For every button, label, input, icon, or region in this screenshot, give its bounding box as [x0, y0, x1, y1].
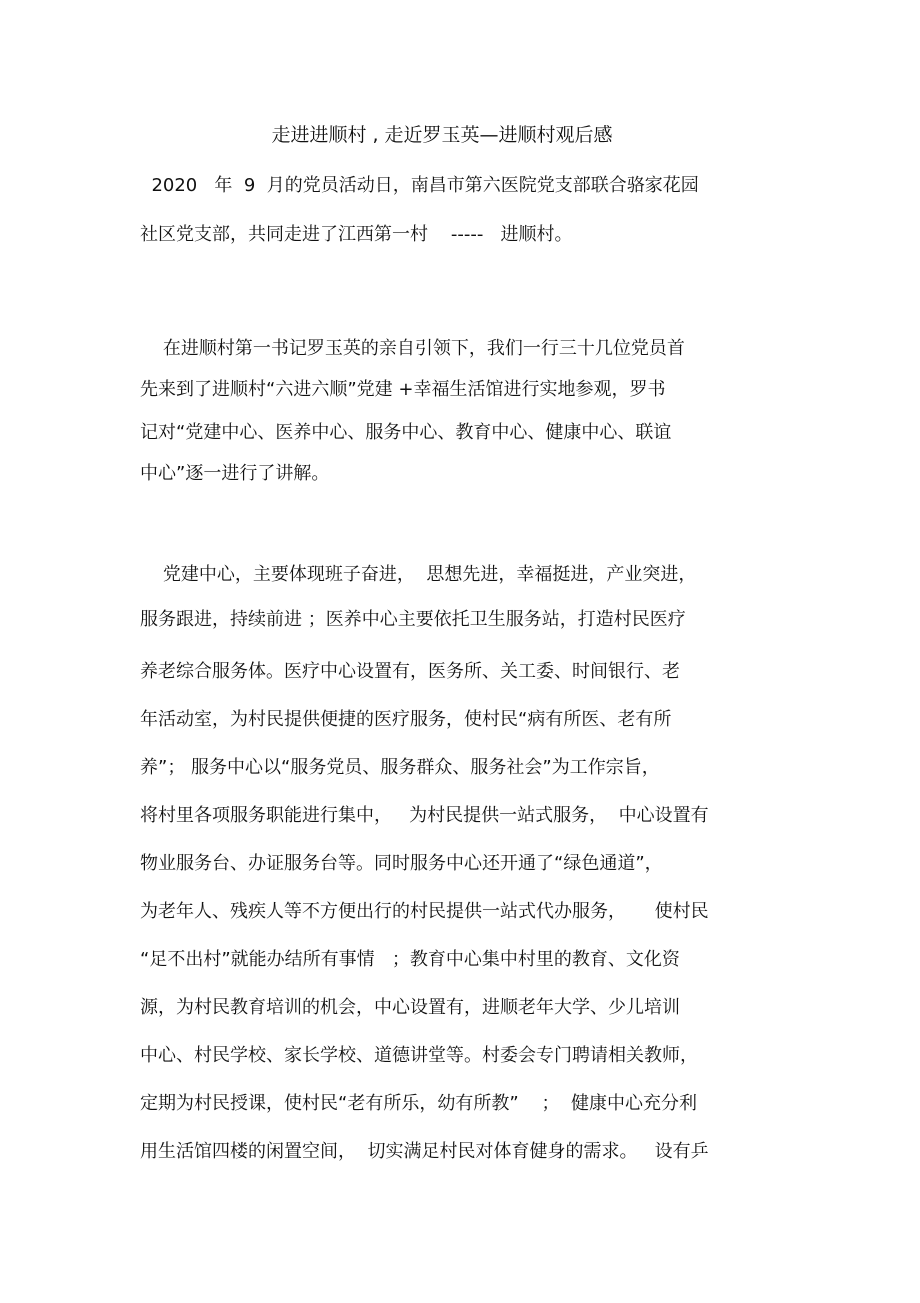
paragraph-2-line-2: 先来到了进顺村“六进六顺”党建 +幸福生活馆进行实地参观，罗书: [140, 379, 666, 400]
paragraph-3-line-13: 用生活馆四楼的闲置空间， 切实满足村民对体育健身的需求。 设有乒: [140, 1141, 709, 1162]
paragraph-3-line-9: “足不出村”就能办结所有事情 ；教育中心集中村里的教育、文化资: [140, 949, 680, 970]
paragraph-3-line-4: 年活动室，为村民提供便捷的医疗服务，使村民“病有所医、老有所: [140, 709, 672, 730]
paragraph-3-line-10: 源，为村民教育培训的机会，中心设置有，进顺老年大学、少儿培训: [140, 997, 680, 1018]
paragraph-3-line-5: 养”； 服务中心以“服务党员、服务群众、服务社会”为工作宗旨，: [140, 757, 660, 778]
paragraph-2-line-4: 中心”逐一进行了讲解。: [140, 463, 330, 484]
paragraph-3-line-11: 中心、村民学校、家长学校、道德讲堂等。村委会专门聘请相关教师，: [140, 1045, 698, 1066]
paragraph-2-line-1: 在进顺村第一书记罗玉英的亲自引领下，我们一行三十几位党员首: [140, 338, 685, 359]
paragraph-3-line-7: 物业服务台、办证服务台等。同时服务中心还开通了“绿色通道”，: [140, 853, 663, 874]
paragraph-3-line-3: 养老综合服务体。医疗中心设置有，医务所、关工委、时间银行、老: [140, 661, 680, 682]
paragraph-3-line-8: 为老年人、残疾人等不方便出行的村民提供一站式代办服务， 使村民: [140, 901, 709, 922]
paragraph-3-line-6: 将村里各项服务职能进行集中， 为村民提供一站式服务， 中心设置有: [140, 805, 709, 826]
paragraph-3-line-1: 党建中心，主要体现班子奋进， 思想先进，幸福挺进，产业突进，: [140, 564, 697, 585]
paragraph-2-line-3: 记对“党建中心、医养中心、服务中心、教育中心、健康中心、联谊: [140, 422, 672, 443]
paragraph-1-line-2: 社区党支部，共同走进了江西第一村 ----- 进顺村。: [140, 224, 573, 245]
paragraph-3-line-2: 服务跟进，持续前进 ；医养中心主要依托卫生服务站，打造村民医疗: [140, 609, 686, 630]
document-title: 走进进顺村 , 走近罗玉英—进顺村观后感: [271, 124, 613, 146]
paragraph-3-line-12: 定期为村民授课，使村民“老有所乐，幼有所教” ； 健康中心充分利: [140, 1093, 697, 1114]
paragraph-1-line-1: 2020 年 9 月的党员活动日，南昌市第六医院党支部联合骆家花园: [140, 175, 699, 196]
